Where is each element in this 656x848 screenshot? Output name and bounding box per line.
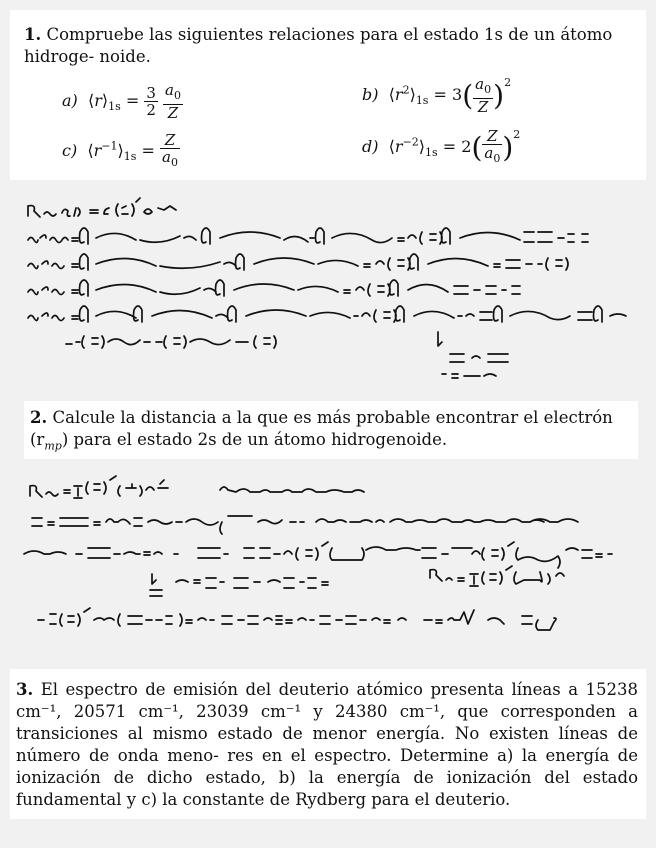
handwriting-scribble-1	[10, 194, 646, 394]
problem-3-text: El espectro de emisión del deuterio atómico presenta líneas a 15238 cm⁻¹, 20571 cm⁻¹, 23039 cm⁻¹ y 24380 cm⁻¹, que corresponden a transiciones al mismo estado de menor energía. No existen líneas de número de onda meno- res en el espectro. Determine a) la energía de ionización de dicho estado, b) la energía de ionización del estado fundamental y c) la constante de Rydberg para el deuterio.	[16, 680, 639, 809]
handwritten-solution-2	[10, 468, 646, 648]
problem-3-card	[10, 669, 646, 819]
equation-c: c) $⟨r^{-1}⟩_{1s}$ = $\frac{Z}{a_0}$	[62, 131, 178, 169]
problem-1-card	[10, 10, 646, 180]
problem-1-text: Compruebe las siguientes relaciones para el estado 1s de un átomo hidroge- noide.	[24, 25, 613, 66]
problem-2-card	[24, 401, 638, 459]
equation-a: a) $⟨r⟩_{1s}$ = $\frac{3}{2}$ $\frac{a_0}{Z}$	[62, 81, 181, 122]
label-d: d)	[362, 137, 379, 156]
problem-2-statement	[30, 407, 630, 457]
problem-1-number: 1.	[24, 25, 42, 44]
handwritten-solution-1	[10, 194, 646, 394]
problem-3-statement	[16, 679, 638, 811]
problem-2-text: Calcule la distancia a la que es más probable encontrar el electrón (r	[30, 408, 613, 449]
label-a: a)	[62, 91, 78, 110]
label-b: b)	[362, 85, 379, 104]
handwriting-scribble-2	[10, 468, 646, 648]
rmp-subscript: mp	[44, 439, 62, 453]
problem-2-text-end: ) para el estado 2s de un átomo hidrogenoide.	[61, 430, 448, 449]
problem-3-number: 3.	[16, 680, 34, 699]
equation-b: b) $⟨r^2⟩_{1s} = 3$( $\frac{a_0}{Z}$ )$^2$	[362, 75, 512, 116]
problem-1-statement	[24, 24, 632, 68]
equation-d: d) $⟨r^{-2}⟩_{1s} = 2$( $\frac{Z}{a_0}$ )$^2$	[362, 127, 521, 165]
label-c: c)	[62, 141, 78, 160]
problem-2-number: 2.	[30, 408, 48, 427]
